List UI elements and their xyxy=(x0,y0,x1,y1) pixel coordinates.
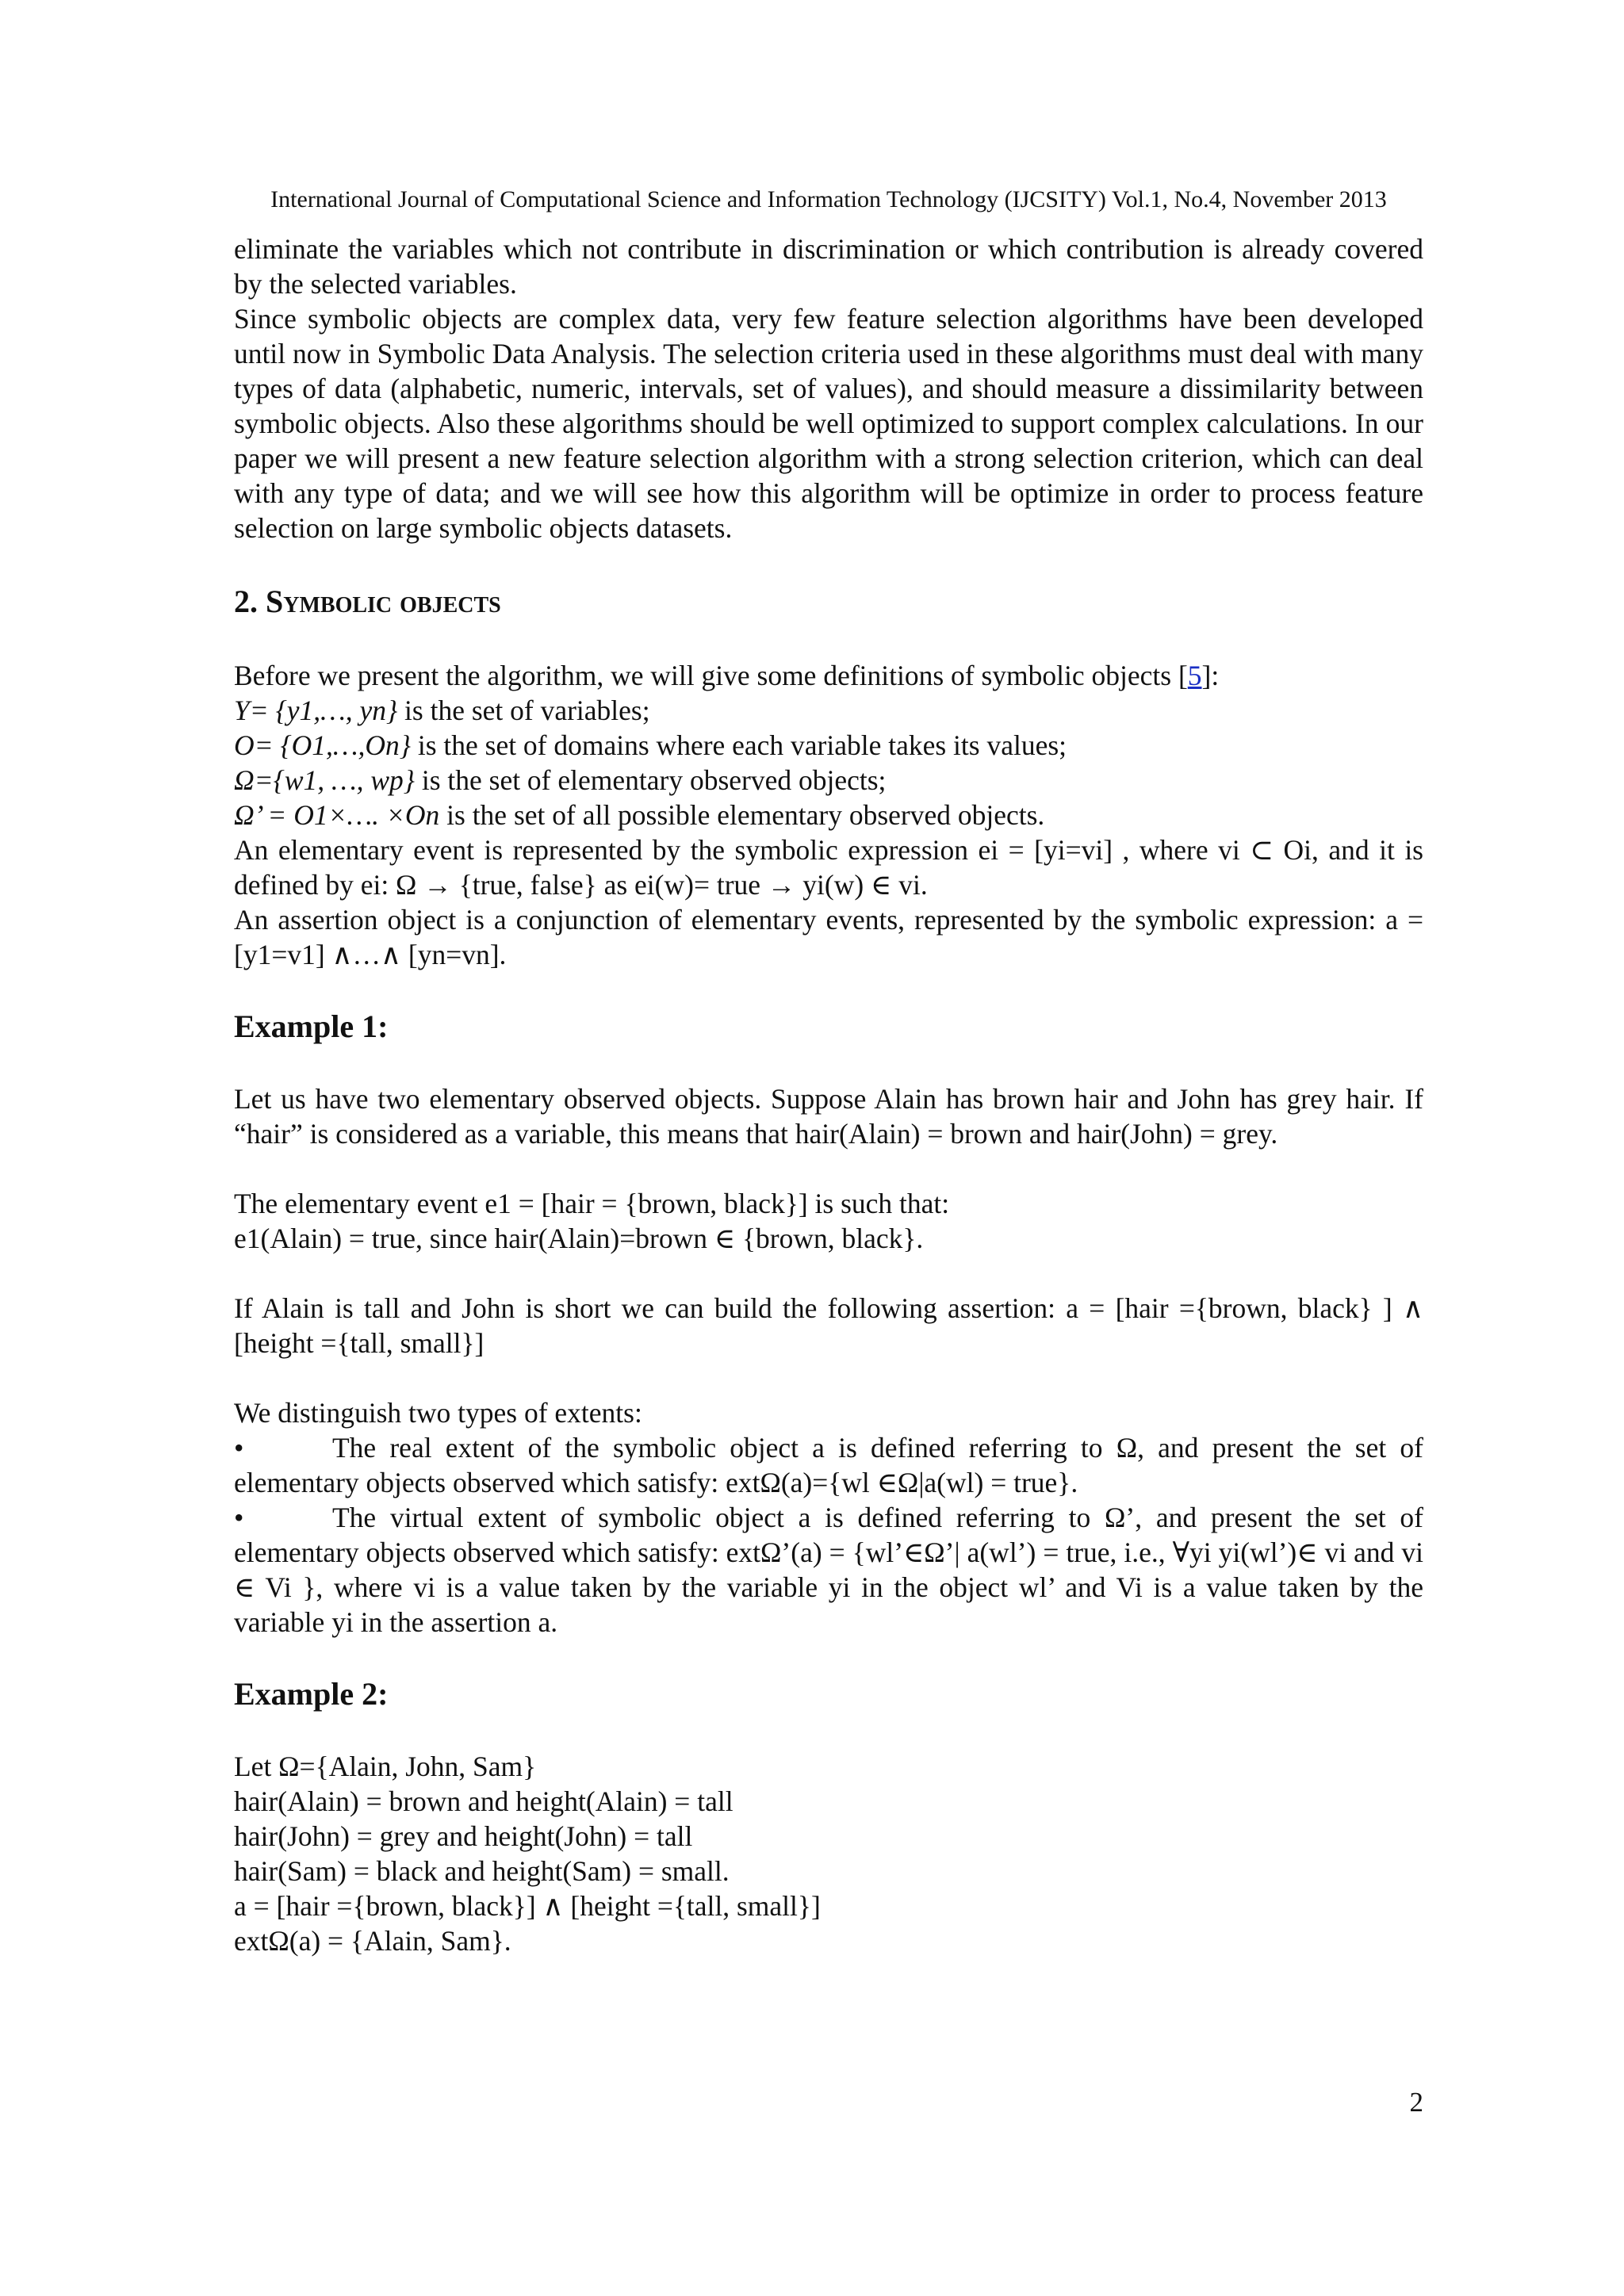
example-1-heading: Example 1: xyxy=(234,1008,389,1044)
example-2-line: Let Ω={Alain, John, Sam} xyxy=(234,1751,537,1782)
math-Y: Y= {y1,…, yn} xyxy=(234,695,398,726)
example-1-paragraph-1: Let us have two elementary observed objects. Suppose Alain has brown hair and John has grey hair. If “hair” is considered as a variable, this means that hair(Alain) = brown and hair(John) = grey. xyxy=(234,1083,1423,1150)
bullet-icon: • xyxy=(234,1432,244,1464)
extents-intro: We distinguish two types of extents: xyxy=(234,1397,642,1429)
definition-omega: Ω={w1, …, wp} is the set of elementary observed objects; xyxy=(234,764,887,796)
math-omega: Ω={w1, …, wp} xyxy=(234,764,415,796)
section-heading xyxy=(234,582,1423,622)
definition-Y: Y= {y1,…, yn} is the set of variables; xyxy=(234,695,650,726)
section-title: Symbolic objects xyxy=(266,584,501,619)
paragraph-gap xyxy=(234,1360,1423,1395)
math-O: O= {O1,…,On} xyxy=(234,729,411,761)
example-2-line: hair(Alain) = brown and height(Alain) = tall xyxy=(234,1785,733,1817)
bullet-virtual-extent: • The virtual extent of symbolic object a is defined referring to Ω’, and present the set of elementary objects observed which satisfy: extΩ’(a) = {wl’∈Ω’| a(wl’) = true, i.e., ∀yi yi(wl’)∈ vi and vi ∈ Vi }, where vi is a value taken by the variable yi in the object wl’ and Vi is a value taken by the variable yi in the assertion a. xyxy=(234,1502,1423,1638)
elementary-event-definition: An elementary event is represented by the symbolic expression ei = [yi=vi] , where vi ⊂ Oi, and it is defined by ei: Ω → {true, false} as ei(w)= true → yi(w) ∈ vi. xyxy=(234,834,1423,901)
definitions-lead: Before we present the algorithm, we will give some definitions of symbolic objects [5]: xyxy=(234,660,1220,691)
elementary-event-eval: e1(Alain) = true, since hair(Alain)=brown ∈ {brown, black}. xyxy=(234,1223,924,1254)
assertion-definition: An assertion object is a conjunction of elementary events, represented by the symbolic expression: a = [y1=v1] ∧…∧ [yn=vn]. xyxy=(234,904,1423,970)
paragraph-gap xyxy=(234,1256,1423,1291)
definition-O: O= {O1,…,On} is the set of domains where each variable takes its values; xyxy=(234,729,1067,761)
bullet-icon: • xyxy=(234,1502,244,1533)
elementary-event-line: The elementary event e1 = [hair = {brown, black}] is such that: xyxy=(234,1188,950,1219)
example-2-line: a = [hair ={brown, black}] ∧ [height ={tall, small}] xyxy=(234,1890,821,1922)
body-column xyxy=(234,232,1423,1958)
intro-paragraph-1: eliminate the variables which not contribute in discrimination or which contribution is already covered by the selected variables. xyxy=(234,233,1423,300)
running-header: International Journal of Computational Science and Information Technology (IJCSITY) Vol.1, No.4, November 2013 xyxy=(270,186,1387,212)
paragraph-gap xyxy=(234,1151,1423,1186)
intro-paragraph-2: Since symbolic objects are complex data, very few feature selection algorithms have been developed until now in Symbolic Data Analysis. The selection criteria used in these algorithms must deal with many types of data (alphabetic, numeric, intervals, set of values), and should measure a dissimilarity between symbolic objects. Also these algorithms should be well optimized to support complex calculations. In our paper we will present a new feature selection algorithm with a strong selection criterion, which can deal with any type of data; and we will see how this algorithm will be optimize in order to process feature selection on large symbolic objects datasets. xyxy=(234,303,1423,544)
math-omega-prime: Ω’ = O1×…. ×On xyxy=(234,799,440,831)
example-2-line: hair(John) = grey and height(John) = tall xyxy=(234,1820,693,1852)
example-2-block xyxy=(234,1749,1423,1958)
bullet-real-extent: • The real extent of the symbolic object a is defined referring to Ω, and present the set of elementary objects observed which satisfy: extΩ(a)={wl ∈Ω|a(wl) = true}. xyxy=(234,1432,1423,1498)
definition-omega-prime: Ω’ = O1×…. ×On is the set of all possible elementary observed objects. xyxy=(234,799,1045,831)
example-2-line: extΩ(a) = {Alain, Sam}. xyxy=(234,1925,511,1957)
example-1-paragraph-3: If Alain is tall and John is short we can build the following assertion: a = [hair ={brown, black} ] ∧ [height ={tall, small}] xyxy=(234,1292,1423,1359)
example-1-paragraph-2 xyxy=(234,1186,1423,1256)
page-number: 2 xyxy=(1409,2087,1423,2118)
section-number: 2. xyxy=(234,584,258,619)
example-2-line: hair(Sam) = black and height(Sam) = small. xyxy=(234,1855,730,1887)
example-2-heading: Example 2: xyxy=(234,1676,389,1712)
citation-link[interactable]: 5 xyxy=(1187,660,1202,691)
